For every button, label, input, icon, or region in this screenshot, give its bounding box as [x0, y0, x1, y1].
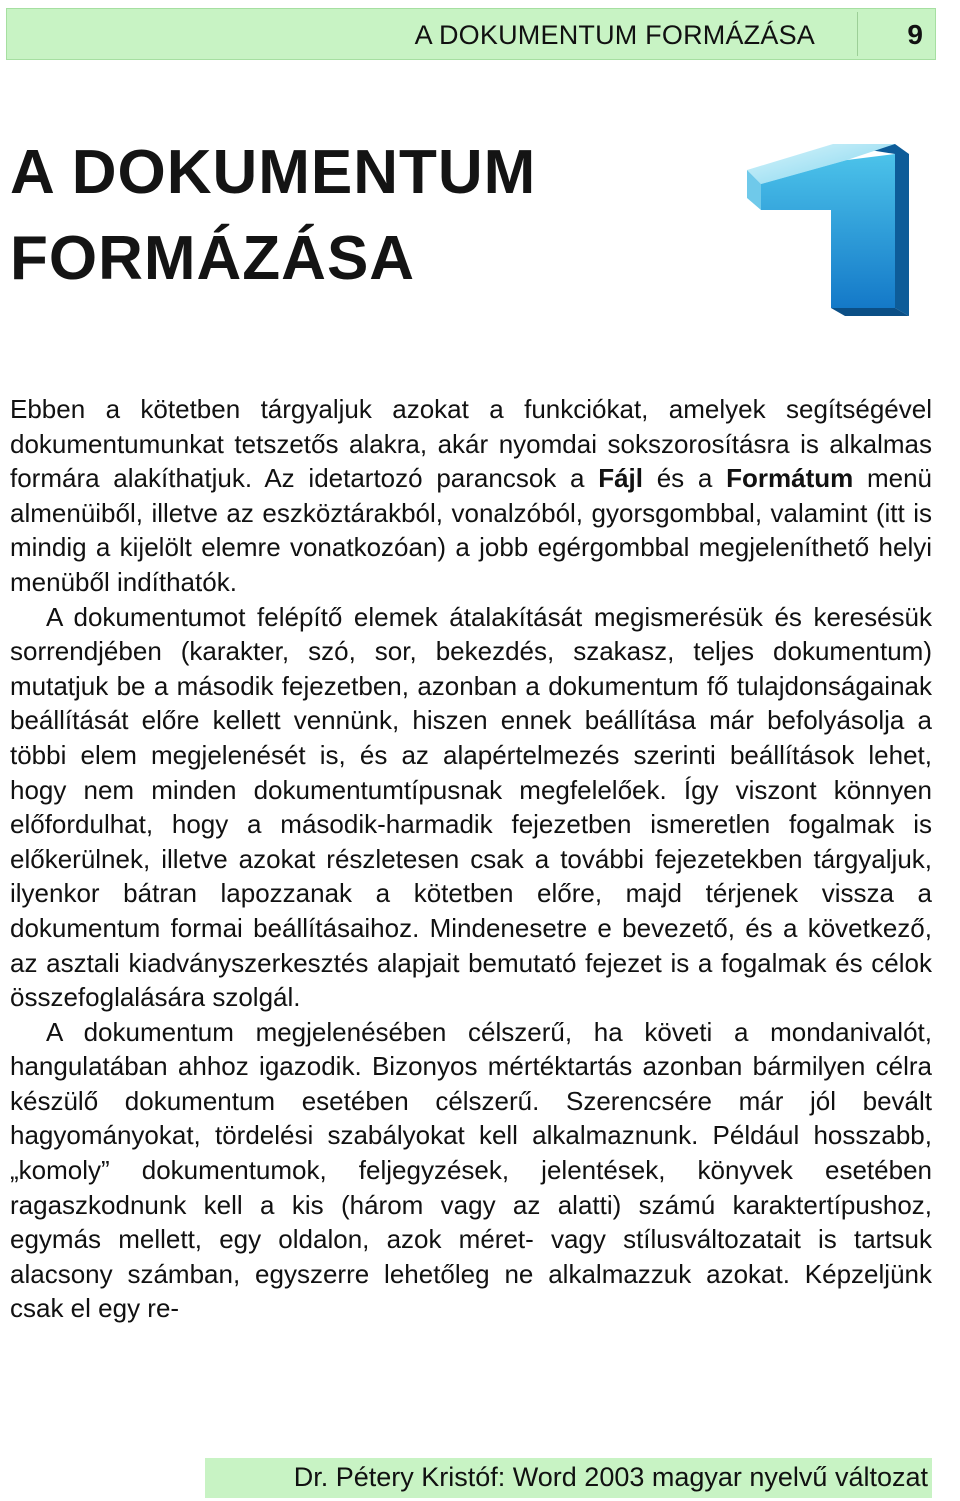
paragraph-2: A dokumentumot felépítő elemek átalakítását megismerésük és keresésük sorrendjében (karakter, szó, sor, bekezdés, szakasz, teljes dokumentum) mutatjuk be a második fejezetben, azonban a dokumentum fő tulajdonságainak beállítását előre kellett vennünk, hiszen ennek beállítása már befolyásolja a többi elem megjelenését is, és az alapértelmezés szerinti beállítások lehet, hogy nem minden dokumentumtípusnak megfelelőek. Így viszont könnyen előfordulhat, hogy a második-harmadik fejezetben ismeretlen fogalmak is előkerülnek, illetve azokat részletesen csak a további fejezetekben tárgyaljuk, ilyenkor bátran lapozzanak a kötetben előre, majd térjenek vissza a dokumentum formai beállításaihoz. Mindenesetre e bevezető, és a következő, az asztali kiadványszerkesztés alapjait bemutató fejezet is a fogalmak és célok összefoglalására szolgál.: [10, 601, 932, 1013]
paragraph-1-text-a: Ebben a kötetben tárgyaljuk azokat a funkciókat, amelyek segítségével dokumentumunkat tetszetős alakra, akár nyomdai sokszorosításra is alkalmas formára alakíthatjuk. Az idetartozó parancsok a: [10, 394, 932, 494]
paragraph-1-text-c: menü almenüiből, illetve az eszköztárakból, vonalzóból, gyorsgombbal, valamint (itt is mindig a kijelölt elemre vonatkozóan) a jobb egérgombbal megjeleníthető helyi menüből indíthatók.: [10, 463, 932, 597]
page-footer: [205, 1458, 932, 1498]
menu-name-file: Fájl: [598, 463, 643, 494]
paragraph-3: A dokumentum megjelenésében célszerű, ha követi a mondanivalót, hangulatában ahhoz igazodik. Bizonyos mértéktartás azonban bármilyen célra készülő dokumentum esetében célszerű. Szerencsére már jól bevált hagyományokat, tördelési szabályokat kell alkalmaznunk. Például hosszabb, „komoly” dokumentumok, feljegyzések, jelentések, könyvek esetében ragaszkodnunk kell a kis (három vagy az alatti) számú karaktertípushoz, egymás mellett, egy oldalon, azok méret- vagy stílusváltozatait is tartsuk alacsony számban, egyszerre lehetőleg ne alkalmazzuk azokat. Képzeljünk csak el egy re-: [10, 1016, 932, 1324]
chapter-title: [10, 130, 710, 302]
page-number: 9: [907, 19, 923, 50]
chapter-title-line-1: A DOKUMENTUM: [10, 138, 537, 207]
header-title: A DOKUMENTUM FORMÁZÁSA: [414, 20, 815, 50]
paragraph-1-text-b: és a: [643, 463, 727, 494]
page-header: [6, 8, 936, 60]
paragraph-1: [10, 392, 932, 600]
chapter-title-line-2: FORMÁZÁSA: [10, 224, 416, 293]
footer-text: Dr. Pétery Kristóf: Word 2003 magyar nyelvű változat: [293, 1462, 928, 1492]
header-divider: [857, 12, 858, 56]
menu-name-format: Formátum: [726, 463, 854, 494]
chapter-number-graphic: [745, 140, 960, 320]
body-text: [10, 392, 932, 1326]
